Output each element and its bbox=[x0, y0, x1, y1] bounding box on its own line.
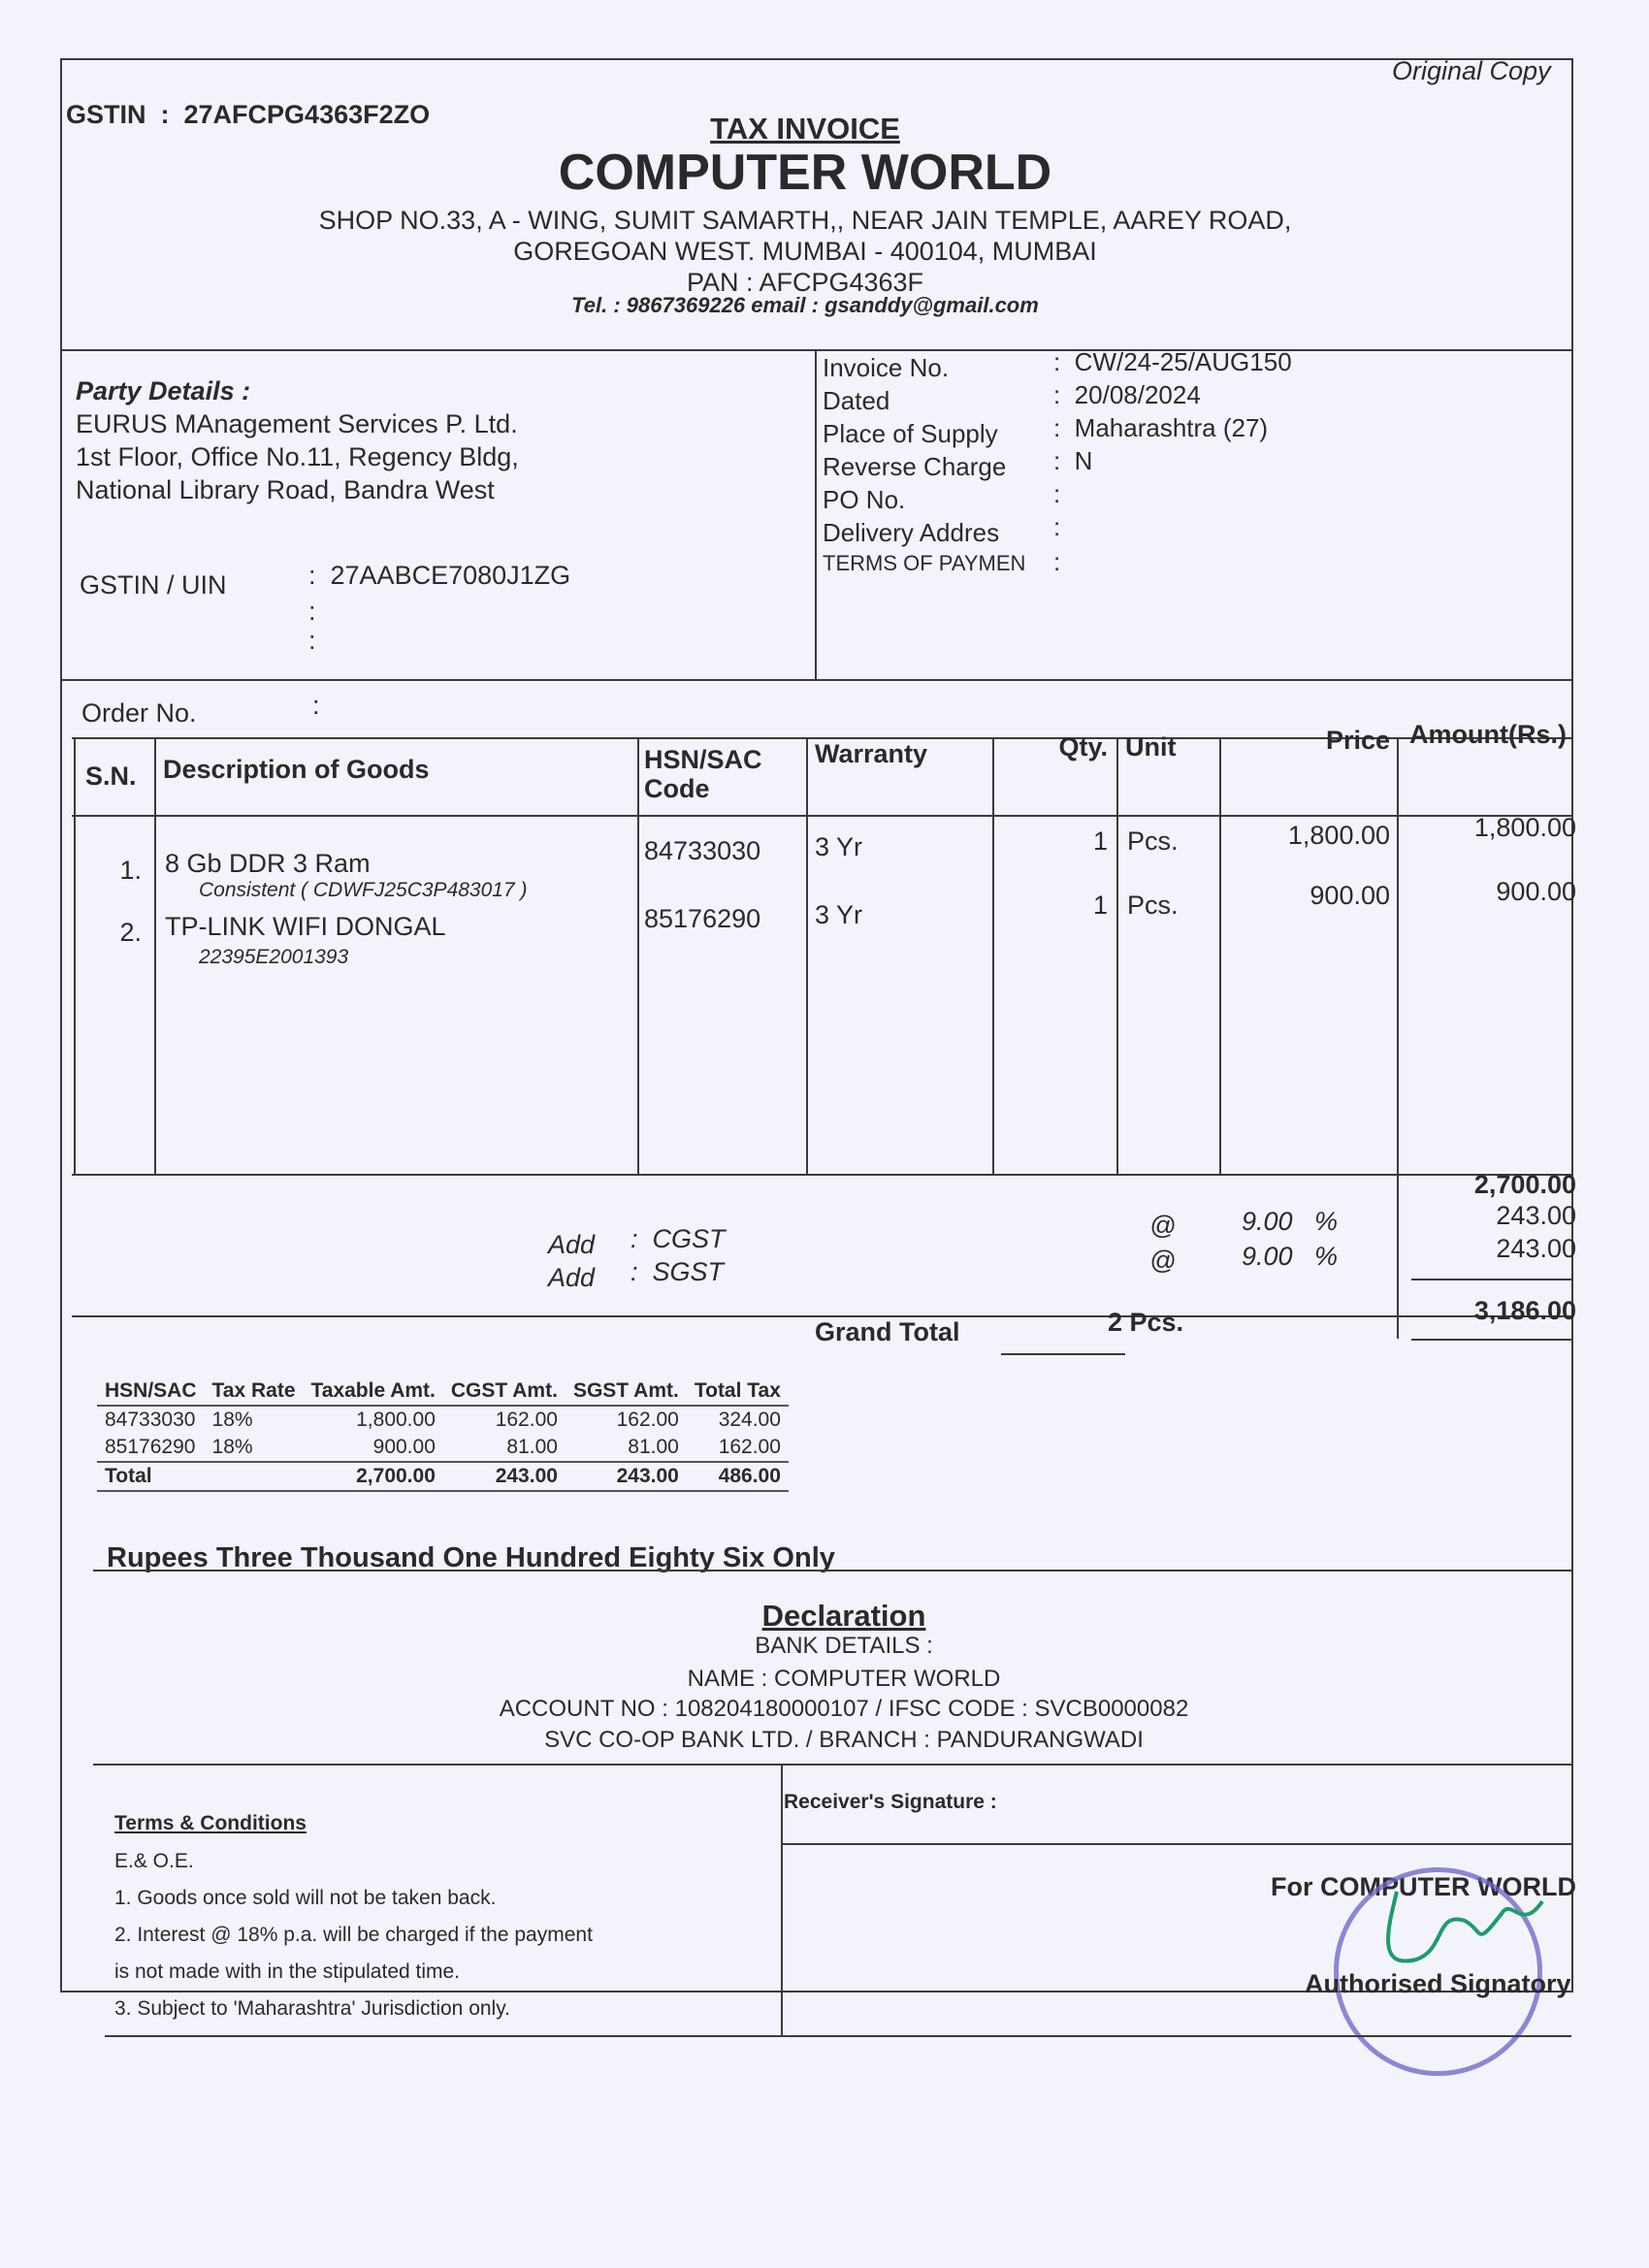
col-header-hsn: HSN/SAC Code bbox=[644, 745, 762, 803]
cell: 324.00 bbox=[718, 1409, 781, 1431]
at-sign: @ bbox=[1149, 1211, 1177, 1240]
invoice-date: 20/08/2024 bbox=[1074, 380, 1201, 409]
declaration-heading: Declaration bbox=[761, 1599, 926, 1633]
row-price: 900.00 bbox=[1310, 881, 1390, 910]
cell: 162.00 bbox=[616, 1409, 679, 1431]
bank-name: NAME : COMPUTER WORLD bbox=[687, 1666, 1001, 1692]
th-tax-rate: Tax Rate bbox=[205, 1377, 304, 1406]
divider bbox=[72, 815, 1571, 817]
terms-line: E.& O.E. bbox=[114, 1850, 194, 1872]
cell bbox=[205, 1462, 304, 1491]
place-of-supply: Maharashtra (27) bbox=[1074, 413, 1269, 442]
terms-line: 2. Interest @ 18% p.a. will be charged if the payment bbox=[114, 1924, 593, 1946]
meta-row bbox=[823, 512, 1560, 551]
meta-label: PO No. bbox=[823, 485, 906, 514]
column-line bbox=[1219, 737, 1221, 1174]
order-no-label: Order No. bbox=[81, 698, 197, 728]
meta-value: : Maharashtra (27) bbox=[1053, 413, 1269, 442]
order-no-colon: : bbox=[312, 691, 320, 720]
bank-label: BANK DETAILS : bbox=[755, 1633, 933, 1659]
row-serial: 22395E2001393 bbox=[199, 946, 349, 968]
row-hsn: 84733030 bbox=[644, 836, 761, 865]
bank-branch: SVC CO-OP BANK LTD. / BRANCH : PANDURANGWADI bbox=[544, 1727, 1144, 1753]
row-warranty: 3 Yr bbox=[815, 832, 863, 861]
copy-label: Original Copy bbox=[1392, 56, 1551, 85]
col-header-qty: Qty. bbox=[1058, 732, 1108, 761]
cell: 84733030 bbox=[105, 1409, 196, 1431]
party-gstin-value: 27AABCE7080J1ZG bbox=[330, 561, 571, 590]
meta-label: Dated bbox=[823, 386, 890, 415]
party-heading: Party Details : bbox=[76, 376, 251, 405]
th-taxable: Taxable Amt. bbox=[304, 1377, 443, 1406]
tax-summary-table bbox=[97, 1377, 789, 1492]
meta-value: : bbox=[1053, 479, 1061, 508]
col-header-unit: Unit bbox=[1125, 732, 1177, 761]
divider bbox=[781, 1764, 783, 2035]
cell: 243.00 bbox=[443, 1462, 566, 1491]
column-line bbox=[637, 737, 639, 1174]
doc-title: TAX INVOICE bbox=[710, 112, 900, 146]
table-row bbox=[97, 1434, 789, 1462]
tax-name: : SGST bbox=[630, 1257, 725, 1286]
gstin-value: 27AFCPG4363F2ZO bbox=[183, 100, 431, 129]
meta-label: Reverse Charge bbox=[823, 452, 1007, 481]
meta-value: : CW/24-25/AUG150 bbox=[1053, 347, 1292, 376]
party-gstin-label: GSTIN / UIN bbox=[80, 570, 227, 599]
row-unit: Pcs. bbox=[1127, 891, 1179, 920]
terms-line: 3. Subject to 'Maharashtra' Jurisdiction only. bbox=[114, 1997, 510, 2020]
meta-value: : N bbox=[1053, 446, 1093, 475]
column-line bbox=[1397, 737, 1399, 1339]
reverse-charge: N bbox=[1074, 446, 1093, 475]
meta-value: : bbox=[1053, 512, 1061, 541]
cell: 18% bbox=[211, 1409, 253, 1431]
row-hsn: 85176290 bbox=[644, 904, 761, 933]
cell: 18% bbox=[211, 1436, 253, 1458]
meta-label: Delivery Addres bbox=[823, 518, 1000, 547]
seller-address-2: GOREGOAN WEST. MUMBAI - 400104, MUMBAI bbox=[513, 237, 1097, 266]
th-hsn: HSN/SAC bbox=[97, 1377, 205, 1406]
terms-heading: Terms & Conditions bbox=[114, 1812, 307, 1834]
seller-contact: Tel. : 9867369226 email : gsanddy@gmail.com bbox=[571, 293, 1039, 317]
column-line bbox=[806, 737, 808, 1174]
add-label: Add bbox=[548, 1263, 596, 1292]
meta-label: Invoice No. bbox=[823, 353, 950, 382]
row-amount: 900.00 bbox=[1496, 877, 1576, 906]
th-cgst: CGST Amt. bbox=[443, 1377, 566, 1406]
party-gstin: : 27AABCE7080J1ZG bbox=[308, 561, 571, 590]
tax-summary-header bbox=[97, 1377, 789, 1406]
th-sgst: SGST Amt. bbox=[566, 1377, 687, 1406]
row-serial: Consistent ( CDWFJ25C3P483017 ) bbox=[199, 879, 528, 901]
row-warranty: 3 Yr bbox=[815, 900, 863, 929]
cell: 2,700.00 bbox=[304, 1462, 443, 1491]
meta-label: TERMS OF PAYMEN bbox=[823, 551, 1026, 575]
meta-row bbox=[823, 547, 1560, 584]
cell: 1,800.00 bbox=[356, 1409, 436, 1431]
row-unit: Pcs. bbox=[1127, 826, 1179, 856]
meta-row bbox=[823, 479, 1560, 518]
col-header-description: Description of Goods bbox=[163, 755, 430, 784]
bank-account: ACCOUNT NO : 108204180000107 / IFSC CODE : SVCB0000082 bbox=[499, 1696, 1189, 1722]
tax-name-text: SGST bbox=[652, 1257, 725, 1286]
gstin-label: GSTIN bbox=[66, 100, 146, 129]
invoice-number: CW/24-25/AUG150 bbox=[1074, 347, 1292, 376]
subtotal: 2,700.00 bbox=[1473, 1170, 1576, 1199]
colon-marks: : : bbox=[308, 597, 316, 655]
percent-sign: % bbox=[1314, 1242, 1339, 1271]
seller-pan: PAN : AFCPG4363F bbox=[686, 268, 924, 297]
divider bbox=[93, 1764, 1571, 1766]
divider bbox=[72, 1174, 1571, 1176]
terms-line: is not made with in the stipulated time. bbox=[114, 1960, 461, 1983]
at-sign: @ bbox=[1149, 1246, 1177, 1275]
column-line bbox=[74, 737, 76, 1174]
tax-amount: 243.00 bbox=[1496, 1201, 1576, 1230]
divider bbox=[1411, 1279, 1571, 1280]
divider bbox=[1001, 1353, 1125, 1355]
cell: 486.00 bbox=[687, 1462, 789, 1491]
cell: 243.00 bbox=[566, 1462, 687, 1491]
divider bbox=[815, 349, 817, 679]
meta-value: : bbox=[1053, 547, 1061, 576]
party-address-1: 1st Floor, Office No.11, Regency Bldg, bbox=[76, 442, 519, 471]
row-description: TP-LINK WIFI DONGAL bbox=[165, 912, 446, 941]
column-line bbox=[154, 737, 156, 1174]
meta-row bbox=[823, 413, 1560, 452]
col-header-sn: S.N. bbox=[85, 761, 137, 791]
grand-total: 3,186.00 bbox=[1473, 1296, 1576, 1325]
row-qty: 1 bbox=[1092, 891, 1108, 920]
authorised-signatory: Authorised Signatory bbox=[1305, 1969, 1571, 1998]
row-sn: 1. bbox=[119, 856, 142, 885]
cell: 162.00 bbox=[495, 1409, 558, 1431]
amount-in-words: Rupees Three Thousand One Hundred Eighty Six Only bbox=[107, 1542, 835, 1573]
row-price: 1,800.00 bbox=[1287, 821, 1390, 850]
total-row bbox=[97, 1462, 789, 1491]
divider bbox=[60, 679, 1571, 681]
meta-value: : 20/08/2024 bbox=[1053, 380, 1201, 409]
cell: 81.00 bbox=[628, 1436, 679, 1458]
party-name: EURUS MAnagement Services P. Ltd. bbox=[76, 409, 518, 438]
th-total-tax: Total Tax bbox=[687, 1377, 789, 1406]
cell: Total bbox=[97, 1462, 205, 1491]
column-line bbox=[992, 737, 994, 1174]
row-description: 8 Gb DDR 3 Ram bbox=[165, 849, 371, 878]
tax-rate: 9.00 bbox=[1242, 1207, 1293, 1236]
invoice-meta bbox=[823, 347, 1560, 584]
total-qty: 2 Pcs. bbox=[1108, 1308, 1184, 1337]
column-line bbox=[1116, 737, 1118, 1174]
tax-rate: 9.00 bbox=[1242, 1242, 1293, 1271]
grand-total-label: Grand Total bbox=[815, 1317, 960, 1346]
col-header-amount: Amount(Rs.) bbox=[1409, 720, 1567, 749]
seller-gstin: GSTIN : 27AFCPG4363F2ZO bbox=[66, 100, 431, 129]
row-amount: 1,800.00 bbox=[1473, 813, 1576, 842]
cell: 81.00 bbox=[506, 1436, 558, 1458]
for-company-label: For COMPUTER WORLD bbox=[1271, 1872, 1576, 1901]
add-label: Add bbox=[548, 1230, 596, 1259]
row-sn: 2. bbox=[119, 918, 142, 947]
seller-address-1: SHOP NO.33, A - WING, SUMIT SAMARTH,, NEAR JAIN TEMPLE, AAREY ROAD, bbox=[318, 206, 1292, 235]
divider bbox=[93, 1570, 1571, 1571]
cell: 900.00 bbox=[372, 1436, 436, 1458]
col-header-warranty: Warranty bbox=[815, 739, 928, 768]
percent-sign: % bbox=[1314, 1207, 1339, 1236]
cell: 85176290 bbox=[105, 1436, 196, 1458]
cell: 162.00 bbox=[718, 1436, 781, 1458]
table-row bbox=[97, 1406, 789, 1434]
divider bbox=[105, 2035, 1571, 2037]
terms-line: 1. Goods once sold will not be taken back. bbox=[114, 1887, 497, 1909]
divider bbox=[781, 1843, 1571, 1845]
tax-amount: 243.00 bbox=[1496, 1234, 1576, 1263]
tax-name-text: CGST bbox=[652, 1224, 726, 1253]
party-address-2: National Library Road, Bandra West bbox=[76, 475, 495, 504]
receiver-signature-label: Receiver's Signature : bbox=[784, 1791, 997, 1813]
meta-label: Place of Supply bbox=[823, 419, 998, 448]
seller-name: COMPUTER WORLD bbox=[558, 145, 1052, 201]
col-header-price: Price bbox=[1325, 726, 1390, 755]
tax-name: : CGST bbox=[630, 1224, 726, 1253]
terms-list bbox=[114, 1843, 593, 2027]
divider bbox=[1411, 1339, 1571, 1341]
row-qty: 1 bbox=[1092, 826, 1108, 856]
meta-row bbox=[823, 446, 1560, 485]
